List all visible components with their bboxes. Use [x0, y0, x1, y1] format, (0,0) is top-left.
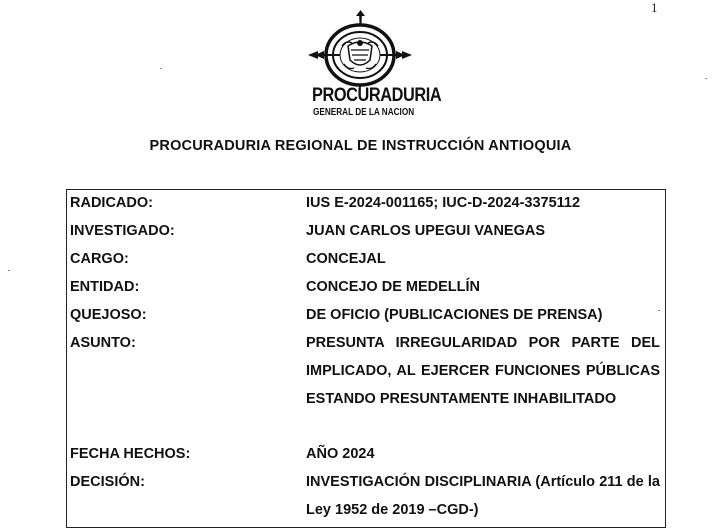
label-entidad: ENTIDAD:	[70, 279, 140, 295]
label-quejoso: QUEJOSO:	[70, 307, 147, 323]
value-radicado: IUS E-2024-001165; IUC-D-2024-3375112	[306, 195, 581, 211]
label-radicado: RADICADO:	[70, 195, 153, 211]
label-fecha-hechos: FECHA HECHOS:	[70, 446, 191, 462]
label-asunto: ASUNTO:	[70, 335, 136, 351]
label-cargo: CARGO:	[70, 251, 129, 267]
scan-speck	[705, 78, 707, 79]
value-asunto: PRESUNTA IRREGULARIDAD POR PARTE DEL IMPLICADO, AL EJERCER FUNCIONES PÚBLICAS ESTANDO PRESUNTAMENTE INHABILITADO	[306, 335, 660, 407]
page-number: 1	[651, 0, 658, 15]
value-entidad: CONCEJO DE MEDELLÍN	[306, 279, 481, 295]
scan-speck	[8, 270, 10, 271]
value-cargo: CONCEJAL	[306, 251, 386, 267]
scan-speck	[160, 68, 162, 69]
value-quejoso: DE OFICIO (PUBLICACIONES DE PRENSA)	[306, 307, 603, 323]
logo-subtitle: GENERAL DE LA NACION	[313, 107, 415, 118]
label-investigado: INVESTIGADO:	[70, 223, 175, 239]
regional-office-title: PROCURADURIA REGIONAL DE INSTRUCCIÓN ANTIOQUIA	[149, 138, 572, 154]
logo-title: PROCURADURIA	[312, 85, 442, 106]
procuraduria-seal-logo	[300, 10, 420, 90]
scan-speck	[658, 310, 660, 311]
value-decision: INVESTIGACIÓN DISCIPLINARIA (Artículo 211 de la Ley 1952 de 2019 –CGD-)	[306, 474, 660, 518]
value-investigado: JUAN CARLOS UPEGUI VANEGAS	[306, 223, 546, 239]
value-fecha-hechos: AÑO 2024	[306, 446, 375, 462]
case-info-box	[66, 189, 666, 528]
label-decision: DECISIÓN:	[70, 474, 145, 490]
